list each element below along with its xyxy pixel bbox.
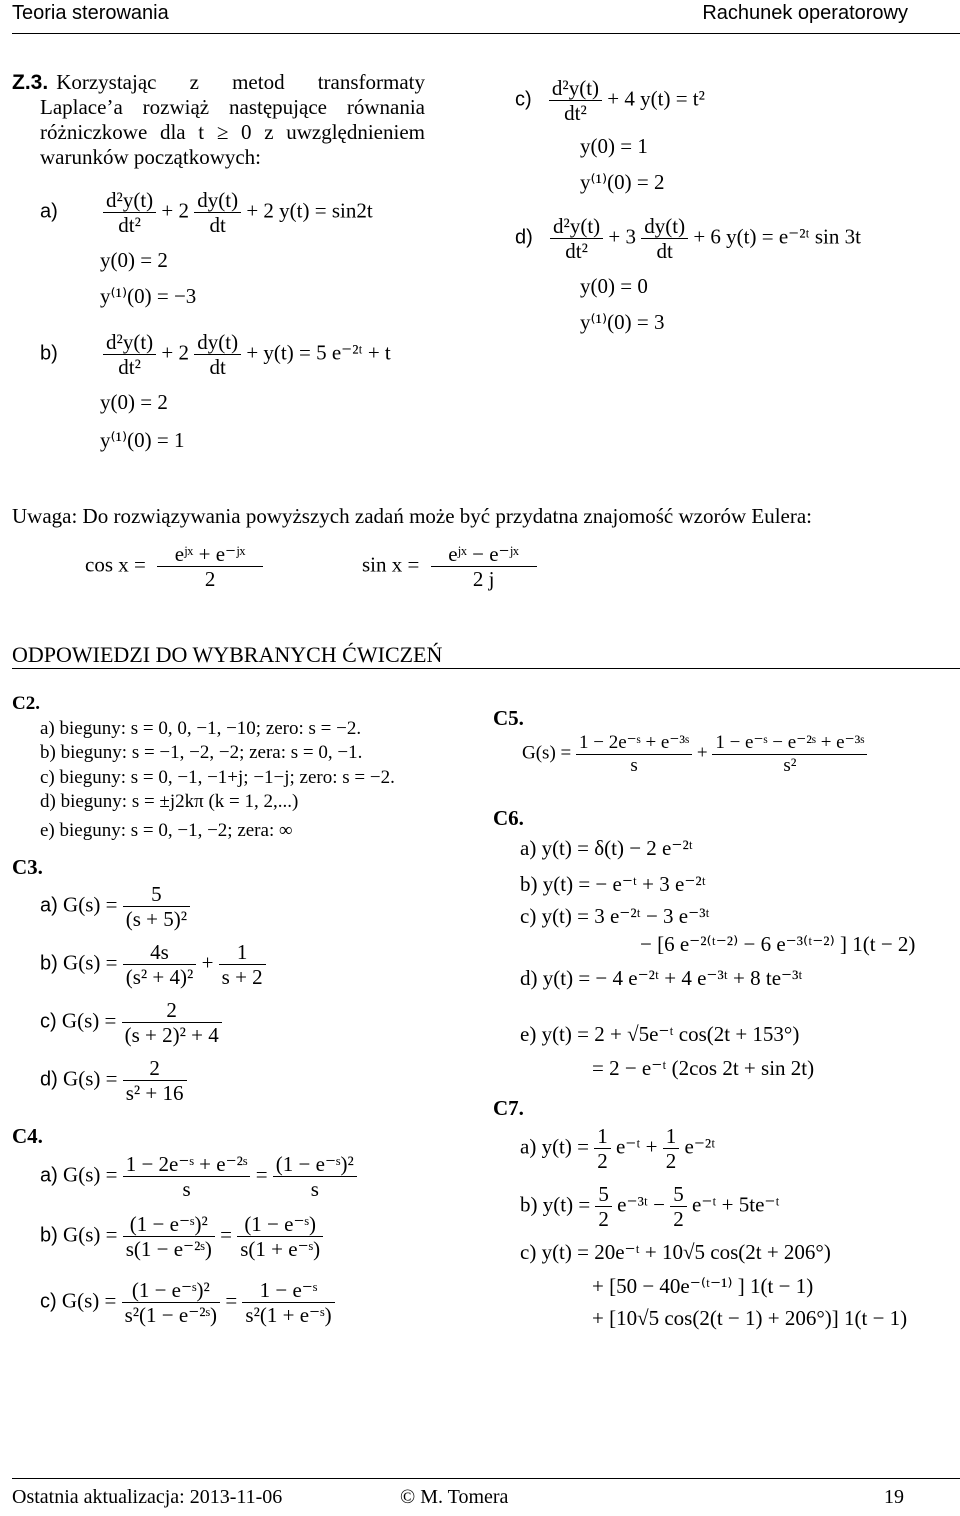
ic-a-1: y(0) = 2: [100, 248, 168, 272]
ic-b-2: y⁽¹⁾(0) = 1: [100, 428, 185, 452]
answers-title: ODPOWIEDZI DO WYBRANYCH ĆWICZEŃ: [12, 642, 443, 667]
c4-title: C4.: [12, 1124, 43, 1148]
task-line-2: Laplace’a rozwiąż następujące równania: [40, 95, 425, 119]
euler-sin: sin x = $\frac{\text{eʲˣ − e⁻ʲˣ}}{2 j}$: [362, 542, 537, 591]
c3-d: d) G(s) = $\frac{2}{\text{s² + 16}}$: [40, 1056, 187, 1105]
c3-c: c) G(s) = $\frac{2}{\text{(s + 2)² + 4}}$: [40, 998, 222, 1047]
c7-c-cont-2: + [10√5 cos(2(t − 1) + 206°)] 1(t − 1): [592, 1306, 908, 1330]
equation-a: a) $\frac{\text{d²y(t)}}{\text{dt²}}$ + 2 $\frac{dy(t)}{dt}$ + 2 y(t) = sin2t: [40, 188, 373, 238]
footer-rule: [12, 1478, 960, 1479]
header-rule: [12, 33, 960, 34]
c2-line-d: d) bieguny: s = ±j2kπ (k = 1, 2,...): [40, 791, 299, 812]
footer-center: © M. Tomera: [400, 1486, 509, 1508]
c7-title: C7.: [493, 1096, 524, 1120]
c4-b: b) G(s) = $\frac{\text{(1 − e⁻ˢ)²}}{\text{s(1 − e⁻²ˢ)}}$ = $\frac{\text{(1 − e⁻ˢ)}}{\text{s(1 + e⁻ˢ)}}$: [40, 1212, 323, 1261]
c7-a: a) y(t) = $\frac{1}{2}$ e⁻ᵗ + $\frac{1}{2}$ e⁻²ᵗ: [520, 1124, 716, 1174]
euler-cos: cos x = $\frac{\text{eʲˣ + e⁻ʲˣ}}{2}$: [85, 542, 263, 591]
c7-b: b) y(t) = $\frac{5}{2}$ e⁻³ᵗ − $\frac{5}{2}$ e⁻ᵗ + 5te⁻ᵗ: [520, 1182, 780, 1232]
c2-line-b: b) bieguny: s = −1, −2, −2; zera: s = 0, −1.: [40, 742, 363, 763]
c6-e: e) y(t) = 2 + √5e⁻ᵗ cos(2t + 153°): [520, 1022, 800, 1046]
c3-a: a) G(s) = $\frac{5}{\text{(s + 5)²}}$: [40, 882, 190, 931]
c2-line-c: c) bieguny: s = 0, −1, −1+j; −1−j; zero: s = −2.: [40, 766, 395, 788]
ic-a-2: y⁽¹⁾(0) = −3: [100, 284, 197, 308]
c4-c: c) G(s) = $\frac{\text{(1 − e⁻ˢ)²}}{\text{s²(1 − e⁻²ˢ)}}$ = $\frac{\text{1 − e⁻ˢ}}{\text{s²(1 + e⁻ˢ)}}$: [40, 1278, 335, 1327]
c6-c-cont: − [6 e⁻²⁽ᵗ⁻²⁾ − 6 e⁻³⁽ᵗ⁻²⁾ ] 1(t − 2): [640, 932, 916, 956]
equation-b: b) $\frac{\text{d²y(t)}}{\text{dt²}}$ + 2 $\frac{dy(t)}{dt}$ + y(t) = 5 e⁻²ᵗ + t: [40, 330, 391, 380]
task-line-3: różniczkowe dla t ≥ 0 z uwzględnieniem: [40, 120, 425, 144]
c2-title: C2.: [12, 693, 40, 714]
ic-c-2: y⁽¹⁾(0) = 2: [580, 170, 665, 194]
c2-line-e: e) bieguny: s = 0, −1, −2; zera: ∞: [40, 819, 293, 841]
c7-c-cont-1: + [50 − 40e⁻⁽ᵗ⁻¹⁾ ] 1(t − 1): [592, 1274, 814, 1298]
c2-block: [12, 692, 395, 843]
task-line-1: Korzystając z metod transformaty: [56, 70, 425, 94]
c3-b: b) G(s) = $\frac{4s}{\text{(s² + 4)²}}$ + $\frac{1}{s + 2}$: [40, 940, 266, 989]
task-line-4: warunków początkowych:: [40, 145, 262, 169]
c6-b: b) y(t) = − e⁻ᵗ + 3 e⁻²ᵗ: [520, 872, 706, 896]
c2-line-a: a) bieguny: s = 0, 0, −1, −10; zero: s = −2.: [40, 717, 362, 739]
task-id: Z.3.: [12, 71, 49, 94]
ic-d-2: y⁽¹⁾(0) = 3: [580, 310, 665, 334]
c7-c: c) y(t) = 20e⁻ᵗ + 10√5 cos(2t + 206°): [520, 1240, 831, 1264]
c5-eq: G(s) = $\frac{\text{1 − 2e⁻ˢ + e⁻³ˢ}}{s}$ + $\frac{\text{1 − e⁻ˢ − e⁻²ˢ + e⁻³ˢ}}{\text{s²}}$: [522, 732, 867, 777]
c6-c: c) y(t) = 3 e⁻²ᵗ − 3 e⁻³ᵗ: [520, 904, 710, 928]
c6-title: C6.: [493, 806, 524, 830]
ic-b-1: y(0) = 2: [100, 390, 168, 414]
euler-note: Uwaga: Do rozwiązywania powyższych zadań może być przydatna znajomość wzorów Eulera:: [12, 504, 812, 528]
equation-d: d) $\frac{\text{d²y(t)}}{\text{dt²}}$ + 3 $\frac{dy(t)}{dt}$ + 6 y(t) = e⁻²ᵗ sin 3t: [515, 214, 861, 264]
c3-title: C3.: [12, 855, 43, 879]
c4-a: a) G(s) = $\frac{\text{1 − 2e⁻ˢ + e⁻²ˢ}}{s}$ = $\frac{\text{(1 − e⁻ˢ)²}}{s}$: [40, 1152, 357, 1201]
ic-c-1: y(0) = 1: [580, 134, 648, 158]
task-intro: [12, 70, 425, 170]
header-right: Rachunek operatorowy: [702, 2, 908, 24]
footer-left: Ostatnia aktualizacja: 2013-11-06: [12, 1486, 283, 1508]
c6-e-cont: = 2 − e⁻ᵗ (2cos 2t + sin 2t): [592, 1056, 815, 1080]
ic-d-1: y(0) = 0: [580, 274, 648, 298]
footer-page-number: 19: [884, 1486, 904, 1508]
c5-title: C5.: [493, 706, 524, 730]
c6-d: d) y(t) = − 4 e⁻²ᵗ + 4 e⁻³ᵗ + 8 te⁻³ᵗ: [520, 966, 803, 990]
answers-rule: [12, 668, 960, 669]
c6-a: a) y(t) = δ(t) − 2 e⁻²ᵗ: [520, 836, 693, 860]
equation-c: c) $\frac{\text{d²y(t)}}{\text{dt²}}$ + 4 y(t) = t²: [515, 76, 705, 126]
header-left: Teoria sterowania: [12, 2, 169, 24]
